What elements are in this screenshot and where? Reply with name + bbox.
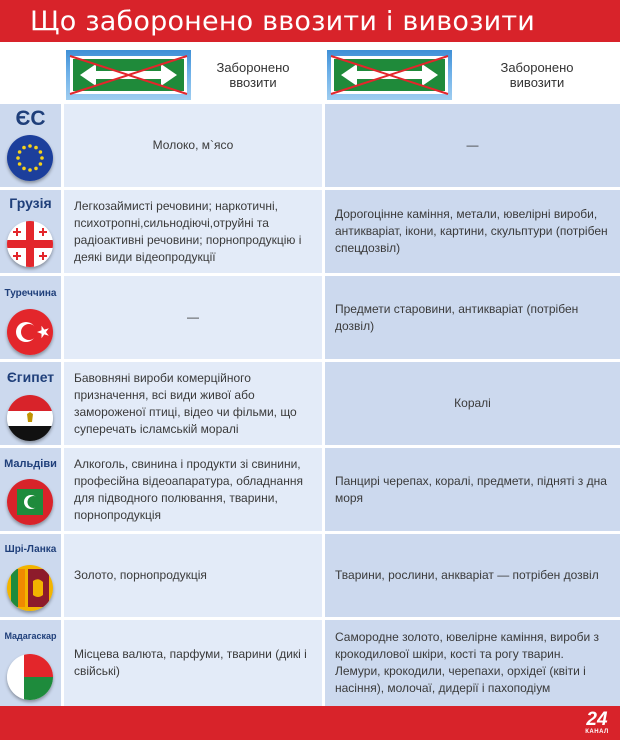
country-name: Мадагаскар	[4, 631, 57, 641]
export-cell: Самородне золото, ювелірне каміння, вироби з крокодилової шкіри, кості та рогу тварин. Лемури, крокодили, черепахи, орхідеї (квіти і насіння), молочаї, дидерії і пахоподіум	[325, 620, 620, 706]
turkey-flag-icon	[7, 309, 53, 355]
country-name: Туреччина	[4, 288, 57, 299]
export-cell: —	[325, 104, 620, 187]
import-cell: —	[64, 276, 322, 359]
no-entry-sign-icon	[66, 50, 191, 100]
logo-number: 24	[586, 709, 608, 730]
country-name: Шрі-Ланка	[4, 544, 57, 555]
table-row	[0, 276, 620, 359]
export-cell: Тварини, рослини, анкваріат — потрібен дозвіл	[325, 534, 620, 617]
country-name: Єгипет	[6, 369, 55, 385]
import-cell: Золото, порнопродукція	[64, 534, 322, 617]
country-cell	[0, 534, 61, 617]
country-cell	[0, 448, 61, 531]
table-row	[0, 104, 620, 187]
country-cell	[0, 276, 61, 359]
country-cell	[0, 362, 61, 445]
maldives-flag-icon	[7, 479, 53, 525]
import-cell: Місцева валюта, парфуми, тварини (дикі і свійські)	[64, 620, 322, 706]
logo-caption: КАНАЛ	[585, 729, 609, 735]
table-row	[0, 534, 620, 617]
import-cell: Бавовняні вироби комерційного призначення, всі види живої або замороженої птиці, відео чи фільми, що суперечать ісламській моралі	[64, 362, 322, 445]
country-cell	[0, 620, 61, 706]
georgia-flag-icon	[7, 221, 53, 267]
export-column-header: Заборонено вивозити	[500, 60, 574, 90]
import-cell: Алкоголь, свинина і продукти зі свинини, професійна відеоапаратура, обладнання для підводного полювання, тварини, порнопродукція	[64, 448, 322, 531]
table-row	[0, 362, 620, 445]
country-cell	[0, 104, 61, 187]
import-cell: Легкозаймисті речовини; наркотичні, психотропні,сильнодіючі,отруйні та радіоактивні речовини; порнопродукцію і деякі види відеопродукції	[64, 190, 322, 273]
egypt-flag-icon	[7, 395, 53, 441]
footer-bar	[0, 706, 620, 740]
country-cell	[0, 190, 61, 273]
export-cell: Предмети старовини, антикваріат (потрібен дозвіл)	[325, 276, 620, 359]
table-row	[0, 620, 620, 706]
page-title: Що заборонено ввозити і вивозити	[0, 0, 620, 42]
madagascar-flag-icon	[7, 654, 53, 700]
sri-lanka-flag-icon	[7, 565, 53, 611]
table-header	[0, 42, 620, 104]
export-cell: Коралі	[325, 362, 620, 445]
import-cell: Молоко, м`ясо	[64, 104, 322, 187]
table-row	[0, 448, 620, 531]
eu-flag-icon	[7, 135, 53, 181]
no-exit-sign-icon	[327, 50, 452, 100]
country-name: Грузія	[9, 195, 52, 211]
table-row	[0, 190, 620, 273]
export-cell: Панцирі черепах, коралі, предмети, підняті з дна моря	[325, 448, 620, 531]
country-name: ЄС	[15, 107, 46, 130]
country-name: Мальдіви	[4, 458, 57, 470]
import-column-header: Заборонено ввозити	[216, 60, 290, 90]
channel-logo	[580, 711, 614, 737]
export-cell: Дорогоцінне каміння, метали, ювелірні вироби, антикваріат, ікони, картини, скульптури (потрібен спецдозвіл)	[325, 190, 620, 273]
